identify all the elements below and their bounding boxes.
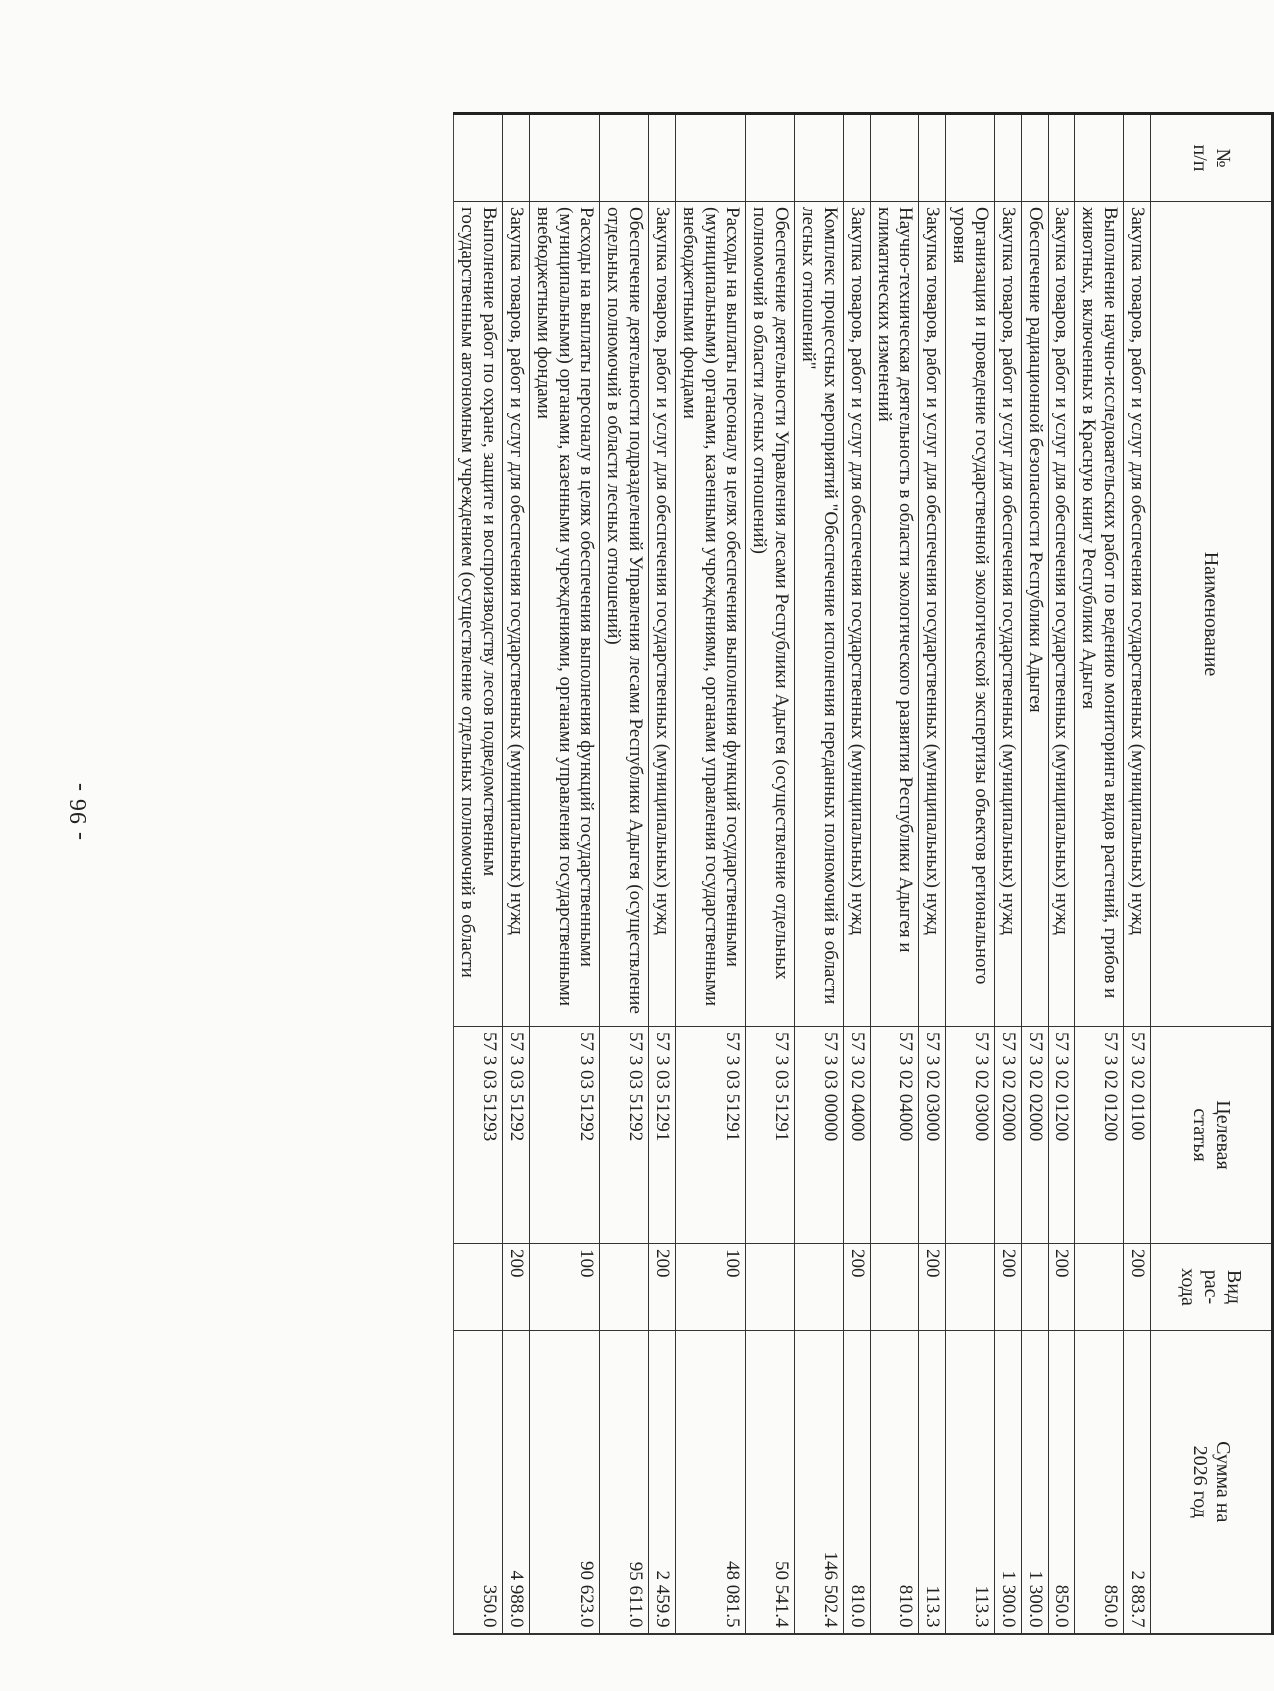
rotated-page-content bbox=[134, 112, 1274, 1632]
cell-target-article: 57 3 02 02000 bbox=[1021, 1027, 1048, 1244]
table-row bbox=[454, 114, 503, 1634]
table-row bbox=[649, 114, 676, 1634]
table-row bbox=[994, 114, 1021, 1634]
cell-target-article: 57 3 03 51291 bbox=[675, 1027, 746, 1244]
cell-name: Закупка товаров, работ и услуг для обеспечения государственных (муниципальных) нужд bbox=[1124, 202, 1151, 1027]
cell-number bbox=[454, 114, 503, 202]
cell-expense-type bbox=[870, 1244, 919, 1331]
cell-expense-type: 200 bbox=[843, 1244, 870, 1331]
cell-number bbox=[649, 114, 676, 202]
table-row bbox=[870, 114, 919, 1634]
cell-number bbox=[870, 114, 919, 202]
cell-number bbox=[529, 114, 600, 202]
cell-target-article: 57 3 02 01200 bbox=[1075, 1027, 1124, 1244]
cell-expense-type bbox=[946, 1244, 995, 1331]
cell-number bbox=[919, 114, 946, 202]
cell-expense-type: 200 bbox=[649, 1244, 676, 1331]
cell-amount: 810.0 bbox=[843, 1331, 870, 1634]
cell-target-article: 57 3 03 51291 bbox=[746, 1027, 795, 1244]
cell-name: Обеспечение деятельности подразделений Управления лесами Республики Адыгея (осуществление отдельных полномочий в области лесных отношений) bbox=[600, 202, 649, 1027]
header-expense-type: Вид рас- хода bbox=[1151, 1244, 1273, 1331]
cell-number bbox=[946, 114, 995, 202]
cell-name: Научно-техническая деятельность в области экологического развития Республики Адыгея и климатических изменений bbox=[870, 202, 919, 1027]
header-target-article: Целевая статья bbox=[1151, 1027, 1273, 1244]
table-row bbox=[503, 114, 530, 1634]
cell-name: Выполнение работ по охране, защите и воспроизводству лесов подведомственным государственным автономным учреждением (осуществление отдельных полномочий в области bbox=[454, 202, 503, 1027]
cell-name: Закупка товаров, работ и услуг для обеспечения государственных (муниципальных) нужд bbox=[503, 202, 530, 1027]
header-name: Наименование bbox=[1151, 202, 1273, 1027]
cell-amount: 2 459.9 bbox=[649, 1331, 676, 1634]
cell-name: Закупка товаров, работ и услуг для обеспечения государственных (муниципальных) нужд bbox=[1048, 202, 1075, 1027]
cell-target-article: 57 3 02 04000 bbox=[843, 1027, 870, 1244]
cell-name: Расходы на выплаты персоналу в целях обеспечения выполнения функций государственными (муниципальными) органами, казенными учреждениями, органами управления государственными внебюджетными фондами bbox=[675, 202, 746, 1027]
table-row bbox=[795, 114, 844, 1634]
cell-amount: 48 081.5 bbox=[675, 1331, 746, 1634]
cell-amount: 95 611.0 bbox=[600, 1331, 649, 1634]
cell-expense-type bbox=[600, 1244, 649, 1331]
cell-expense-type bbox=[795, 1244, 844, 1331]
cell-name: Закупка товаров, работ и услуг для обеспечения государственных (муниципальных) нужд bbox=[649, 202, 676, 1027]
cell-target-article: 57 3 02 03000 bbox=[919, 1027, 946, 1244]
cell-amount: 850.0 bbox=[1048, 1331, 1075, 1634]
cell-expense-type: 200 bbox=[503, 1244, 530, 1331]
table-header-row bbox=[1151, 114, 1273, 1634]
cell-amount: 1 300.0 bbox=[1021, 1331, 1048, 1634]
cell-target-article: 57 3 02 02000 bbox=[994, 1027, 1021, 1244]
cell-name: Расходы на выплаты персоналу в целях обеспечения выполнения функций государственными (муниципальными) органами, казенными учреждениями, органами управления государственными внебюджетными фондами bbox=[529, 202, 600, 1027]
cell-amount: 1 300.0 bbox=[994, 1331, 1021, 1634]
table-row bbox=[1048, 114, 1075, 1634]
header-amount-2026: Сумма на 2026 год bbox=[1151, 1331, 1273, 1634]
cell-expense-type: 200 bbox=[1048, 1244, 1075, 1331]
cell-expense-type bbox=[454, 1244, 503, 1331]
table-row bbox=[529, 114, 600, 1634]
cell-expense-type: 200 bbox=[919, 1244, 946, 1331]
cell-number bbox=[795, 114, 844, 202]
cell-amount: 146 502.4 bbox=[795, 1331, 844, 1634]
cell-number bbox=[1124, 114, 1151, 202]
cell-expense-type bbox=[746, 1244, 795, 1331]
cell-amount: 4 988.0 bbox=[503, 1331, 530, 1634]
cell-name: Закупка товаров, работ и услуг для обеспечения государственных (муниципальных) нужд bbox=[919, 202, 946, 1027]
cell-expense-type: 200 bbox=[994, 1244, 1021, 1331]
cell-expense-type: 200 bbox=[1124, 1244, 1151, 1331]
cell-amount: 850.0 bbox=[1075, 1331, 1124, 1634]
cell-amount: 810.0 bbox=[870, 1331, 919, 1634]
cell-name: Закупка товаров, работ и услуг для обеспечения государственных (муниципальных) нужд bbox=[994, 202, 1021, 1027]
cell-name: Обеспечение радиационной безопасности Республики Адыгея bbox=[1021, 202, 1048, 1027]
cell-amount: 350.0 bbox=[454, 1331, 503, 1634]
cell-target-article: 57 3 02 01200 bbox=[1048, 1027, 1075, 1244]
cell-expense-type: 100 bbox=[529, 1244, 600, 1331]
table-row bbox=[1124, 114, 1151, 1634]
table-row bbox=[600, 114, 649, 1634]
cell-target-article: 57 3 02 01100 bbox=[1124, 1027, 1151, 1244]
table-row bbox=[919, 114, 946, 1634]
cell-number bbox=[1048, 114, 1075, 202]
cell-target-article: 57 3 03 51292 bbox=[600, 1027, 649, 1244]
cell-number bbox=[994, 114, 1021, 202]
cell-target-article: 57 3 03 51292 bbox=[529, 1027, 600, 1244]
cell-amount: 113.3 bbox=[919, 1331, 946, 1634]
cell-name: Обеспечение деятельности Управления лесами Республики Адыгея (осуществление отдельных полномочий в области лесных отношений) bbox=[746, 202, 795, 1027]
cell-name: Комплекс процессных мероприятий "Обеспечение исполнения переданных полномочий в области лесных отношений" bbox=[795, 202, 844, 1027]
cell-name: Закупка товаров, работ и услуг для обеспечения государственных (муниципальных) нужд bbox=[843, 202, 870, 1027]
cell-target-article: 57 3 03 51292 bbox=[503, 1027, 530, 1244]
cell-name: Выполнение научно-исследовательских работ по ведению мониторинга видов растений, грибов и животных, включенных в Красную книгу Республики Адыгея bbox=[1075, 202, 1124, 1027]
table-row bbox=[746, 114, 795, 1634]
cell-expense-type: 100 bbox=[675, 1244, 746, 1331]
cell-number bbox=[1075, 114, 1124, 202]
cell-number bbox=[746, 114, 795, 202]
cell-expense-type bbox=[1021, 1244, 1048, 1331]
table-row bbox=[1021, 114, 1048, 1634]
cell-name: Организация и проведение государственной экологической экспертизы объектов регионального уровня bbox=[946, 202, 995, 1027]
cell-number bbox=[1021, 114, 1048, 202]
cell-amount: 90 623.0 bbox=[529, 1331, 600, 1634]
cell-target-article: 57 3 02 03000 bbox=[946, 1027, 995, 1244]
cell-target-article: 57 3 03 00000 bbox=[795, 1027, 844, 1244]
header-number: № п/п bbox=[1151, 114, 1273, 202]
cell-target-article: 57 3 02 04000 bbox=[870, 1027, 919, 1244]
cell-number bbox=[675, 114, 746, 202]
cell-amount: 50 541.4 bbox=[746, 1331, 795, 1634]
cell-number bbox=[600, 114, 649, 202]
cell-target-article: 57 3 03 51291 bbox=[649, 1027, 676, 1244]
cell-expense-type bbox=[1075, 1244, 1124, 1331]
table-row bbox=[946, 114, 995, 1634]
table-row bbox=[675, 114, 746, 1634]
cell-amount: 2 883.7 bbox=[1124, 1331, 1151, 1634]
cell-number bbox=[503, 114, 530, 202]
table-row bbox=[843, 114, 870, 1634]
page-number: - 96 - bbox=[66, 782, 92, 840]
cell-number bbox=[843, 114, 870, 202]
budget-table bbox=[453, 112, 1274, 1635]
cell-target-article: 57 3 03 51293 bbox=[454, 1027, 503, 1244]
table-row bbox=[1075, 114, 1124, 1634]
cell-amount: 113.3 bbox=[946, 1331, 995, 1634]
